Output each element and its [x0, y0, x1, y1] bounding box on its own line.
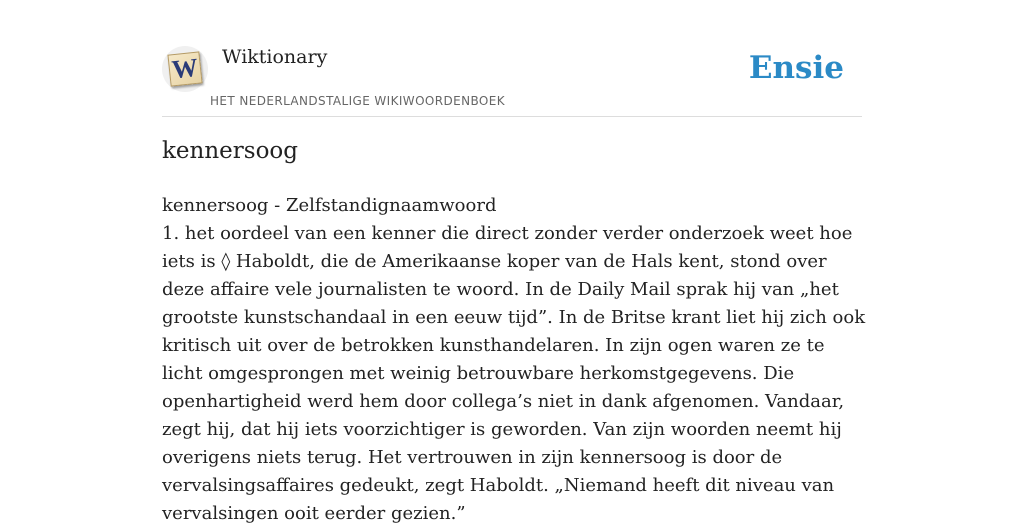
site-header	[162, 0, 862, 117]
site-subtitle: HET NEDERLANDSTALIGE WIKIWOORDENBOEK	[210, 94, 506, 108]
word-type-line: kennersoog - Zelfstandignaamwoord	[162, 195, 497, 216]
wiktionary-logo[interactable]	[162, 46, 208, 92]
site-name[interactable]: Wiktionary	[222, 46, 328, 68]
page-wrapper	[162, 0, 866, 524]
w-tile-icon	[167, 51, 202, 86]
definition-text: 1. het oordeel van een kenner die direct zonder verder onderzoek weet hoe iets is ◊ Haboldt, die de Amerikaanse koper van de Hals kent, stond over deze affaire vele journalisten te woord. In de Daily Mail sprak hij van „het grootste kunstschandaal in een eeuw tijd”. In de Britse krant liet hij zich ook kritisch uit over de betrokken kunsthandelaren. In zijn ogen waren ze te licht omgesprongen met weinig betrouwbare herkomstgegevens. Die openhartigheid werd hem door collega’s niet in dank afgenomen. Vandaar, zegt hij, dat hij iets voorzichtiger is geworden. Van zijn woorden neemt hij overigens niets terug. Het vertrouwen in zijn kennersoog is door de vervalsingsaffaires gedeukt, zegt Haboldt. „Niemand heeft dit niveau van vervalsingen ooit eerder gezien.”	[162, 223, 866, 524]
entry-content	[162, 192, 868, 528]
page-title: kennersoog	[162, 138, 299, 164]
logo-letter: W	[170, 52, 200, 85]
ensie-brand-link[interactable]: Ensie	[748, 50, 844, 86]
